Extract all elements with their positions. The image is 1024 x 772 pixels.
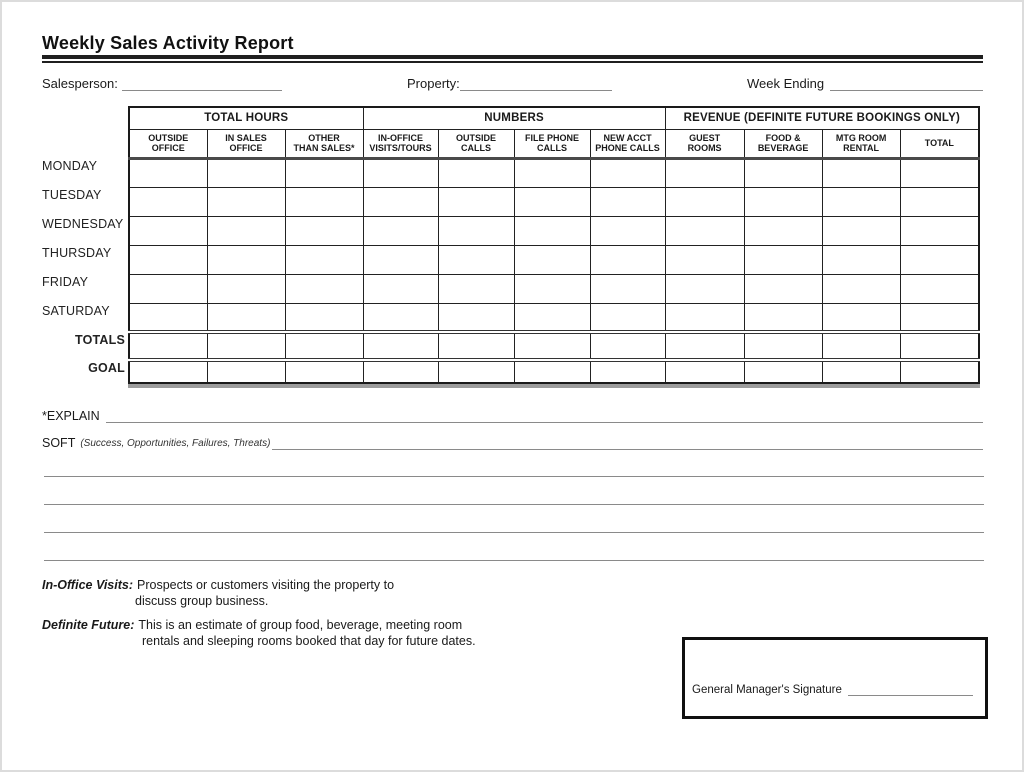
table-cell[interactable] — [285, 274, 363, 303]
signature-label: General Manager's Signature — [692, 684, 842, 696]
table-cell[interactable] — [900, 245, 979, 274]
salesperson-write-line[interactable] — [122, 77, 282, 91]
table-cell[interactable] — [744, 332, 822, 360]
table-cell[interactable] — [744, 274, 822, 303]
table-cell[interactable] — [900, 187, 979, 216]
table-cell[interactable] — [590, 274, 665, 303]
column-header-row — [129, 129, 979, 158]
table-cell[interactable] — [438, 332, 514, 360]
table-cell[interactable] — [514, 245, 590, 274]
explain-write-line[interactable] — [106, 409, 983, 423]
table-cell[interactable] — [363, 274, 438, 303]
table-cell[interactable] — [207, 216, 285, 245]
table-cell[interactable] — [129, 187, 207, 216]
table-cell[interactable] — [285, 332, 363, 360]
table-cell[interactable] — [900, 303, 979, 332]
table-cell[interactable] — [665, 303, 744, 332]
column-header-outside-office: OUTSIDE OFFICE — [129, 129, 207, 158]
table-row — [129, 274, 979, 303]
table-cell[interactable] — [665, 332, 744, 360]
table-cell[interactable] — [900, 274, 979, 303]
salesperson-field — [42, 73, 282, 91]
table-cell[interactable] — [665, 245, 744, 274]
explain-label: *EXPLAIN — [42, 409, 100, 423]
definition-text-line2: discuss group business. — [135, 594, 269, 608]
table-cell[interactable] — [665, 360, 744, 383]
table-cell[interactable] — [514, 216, 590, 245]
definition-text: This is an estimate of group food, beverage, meeting room — [138, 618, 463, 632]
table-row — [129, 303, 979, 332]
table-cell[interactable] — [438, 360, 514, 383]
table-cell[interactable] — [900, 332, 979, 360]
property-label: Property: — [407, 76, 460, 91]
table-cell[interactable] — [207, 303, 285, 332]
table-cell[interactable] — [438, 245, 514, 274]
table-cell[interactable] — [285, 158, 363, 187]
table-cell[interactable] — [285, 360, 363, 383]
table-cell[interactable] — [129, 303, 207, 332]
signature-row — [692, 684, 973, 696]
property-write-line[interactable] — [460, 77, 612, 91]
table-cell[interactable] — [363, 216, 438, 245]
table-cell[interactable] — [285, 187, 363, 216]
table-cell[interactable] — [207, 158, 285, 187]
table-cell[interactable] — [590, 216, 665, 245]
definition-text-line2: rentals and sleeping rooms booked that day for future dates. — [142, 634, 476, 648]
table-cell[interactable] — [363, 245, 438, 274]
row-label-saturday: SATURDAY — [42, 304, 110, 318]
table-cell[interactable] — [900, 360, 979, 383]
table-cell[interactable] — [744, 187, 822, 216]
row-label-goal: GOAL — [88, 361, 125, 375]
table-cell[interactable] — [363, 332, 438, 360]
table-cell[interactable] — [665, 187, 744, 216]
page-title: Weekly Sales Activity Report — [42, 33, 294, 53]
row-label-monday: MONDAY — [42, 159, 98, 173]
table-cell[interactable] — [514, 332, 590, 360]
table-cell[interactable] — [438, 216, 514, 245]
table-cell[interactable] — [363, 187, 438, 216]
notes-write-line[interactable] — [44, 504, 984, 532]
table-cell[interactable] — [514, 158, 590, 187]
table-cell[interactable] — [665, 158, 744, 187]
column-header-in-sales-office: IN SALES OFFICE — [207, 129, 285, 158]
activity-table — [128, 106, 980, 384]
group-header-revenue: REVENUE (DEFINITE FUTURE BOOKINGS ONLY) — [665, 107, 979, 129]
table-cell[interactable] — [822, 187, 900, 216]
column-header-outside-calls: OUTSIDE CALLS — [438, 129, 514, 158]
title-rule — [42, 55, 983, 63]
group-header-row — [129, 107, 979, 129]
table-cell[interactable] — [129, 245, 207, 274]
property-field — [407, 73, 612, 91]
table-cell[interactable] — [744, 245, 822, 274]
row-label-friday: FRIDAY — [42, 275, 89, 289]
salesperson-label: Salesperson: — [42, 76, 118, 91]
column-header-mtg-room-rental: MTG ROOM RENTAL — [822, 129, 900, 158]
table-cell[interactable] — [129, 332, 207, 360]
table-cell[interactable] — [822, 303, 900, 332]
table-cell[interactable] — [822, 245, 900, 274]
table-cell[interactable] — [207, 360, 285, 383]
soft-row — [42, 434, 983, 450]
week-ending-label: Week Ending — [747, 76, 825, 91]
table-cell[interactable] — [514, 187, 590, 216]
table-cell[interactable] — [514, 360, 590, 383]
soft-label: SOFT — [42, 436, 76, 450]
table-cell[interactable] — [438, 187, 514, 216]
table-cell[interactable] — [590, 332, 665, 360]
group-header-total-hours: TOTAL HOURS — [129, 107, 363, 129]
notes-write-line[interactable] — [44, 532, 984, 560]
week-ending-field — [747, 73, 983, 91]
table-cell[interactable] — [207, 187, 285, 216]
soft-sublabel: (Success, Opportunities, Failures, Threats) — [80, 438, 271, 449]
table-cell[interactable] — [207, 245, 285, 274]
table-cell[interactable] — [590, 303, 665, 332]
row-label-totals: TOTALS — [74, 333, 125, 347]
signature-write-line[interactable] — [848, 684, 973, 696]
table-cell[interactable] — [822, 158, 900, 187]
table-row — [129, 360, 979, 383]
signature-box — [682, 637, 988, 719]
row-label-wednesday: WEDNESDAY — [42, 217, 124, 231]
table-cell[interactable] — [822, 216, 900, 245]
soft-write-line[interactable] — [272, 436, 983, 450]
definition-definite-future — [42, 617, 482, 649]
table-cell[interactable] — [514, 303, 590, 332]
table-cell[interactable] — [129, 216, 207, 245]
definition-text: Prospects or customers visiting the property to — [137, 578, 395, 592]
table-cell[interactable] — [744, 360, 822, 383]
table-cell[interactable] — [590, 158, 665, 187]
notes-lines — [44, 476, 984, 588]
table-cell[interactable] — [129, 158, 207, 187]
row-labels — [42, 159, 125, 384]
column-header-new-acct-phone-calls: NEW ACCT PHONE CALLS — [590, 129, 665, 158]
table-cell[interactable] — [438, 303, 514, 332]
table-cell[interactable] — [285, 303, 363, 332]
row-label-thursday: THURSDAY — [42, 246, 112, 260]
table-row — [129, 245, 979, 274]
table-cell[interactable] — [207, 274, 285, 303]
week-ending-write-line[interactable] — [830, 77, 983, 91]
table-cell[interactable] — [665, 274, 744, 303]
table-row — [129, 216, 979, 245]
table-cell[interactable] — [822, 332, 900, 360]
table-cell[interactable] — [514, 274, 590, 303]
definition-term: Definite Future: — [42, 618, 135, 632]
table-cell[interactable] — [363, 303, 438, 332]
table-cell[interactable] — [822, 360, 900, 383]
definition-in-office-visits — [42, 577, 482, 609]
column-header-file-phone-calls: FILE PHONE CALLS — [514, 129, 590, 158]
table-cell[interactable] — [129, 360, 207, 383]
table-cell[interactable] — [590, 360, 665, 383]
definition-term: In-Office Visits: — [42, 578, 133, 592]
table-cell[interactable] — [438, 158, 514, 187]
table-body — [129, 158, 979, 383]
explain-row — [42, 407, 983, 423]
table-cell[interactable] — [285, 245, 363, 274]
table-cell[interactable] — [900, 158, 979, 187]
table-cell[interactable] — [590, 187, 665, 216]
column-header-food-beverage: FOOD & BEVERAGE — [744, 129, 822, 158]
column-header-guest-rooms: GUEST ROOMS — [665, 129, 744, 158]
activity-table-wrap — [128, 106, 980, 384]
table-cell[interactable] — [438, 274, 514, 303]
table-cell[interactable] — [285, 216, 363, 245]
table-cell[interactable] — [744, 216, 822, 245]
table-row — [129, 187, 979, 216]
column-header-other-than-sales: OTHER THAN SALES* — [285, 129, 363, 158]
table-cell[interactable] — [744, 158, 822, 187]
table-cell[interactable] — [900, 216, 979, 245]
table-row — [129, 158, 979, 187]
table-cell[interactable] — [207, 332, 285, 360]
table-row — [129, 332, 979, 360]
table-cell[interactable] — [363, 158, 438, 187]
table-cell[interactable] — [590, 245, 665, 274]
group-header-numbers: NUMBERS — [363, 107, 665, 129]
column-header-in-office-visits: IN-OFFICE VISITS/TOURS — [363, 129, 438, 158]
notes-write-line[interactable] — [44, 476, 984, 504]
table-cell[interactable] — [744, 303, 822, 332]
row-label-tuesday: TUESDAY — [42, 188, 102, 202]
column-header-total: TOTAL — [900, 129, 979, 158]
table-cell[interactable] — [363, 360, 438, 383]
table-cell[interactable] — [665, 216, 744, 245]
table-cell[interactable] — [822, 274, 900, 303]
table-cell[interactable] — [129, 274, 207, 303]
